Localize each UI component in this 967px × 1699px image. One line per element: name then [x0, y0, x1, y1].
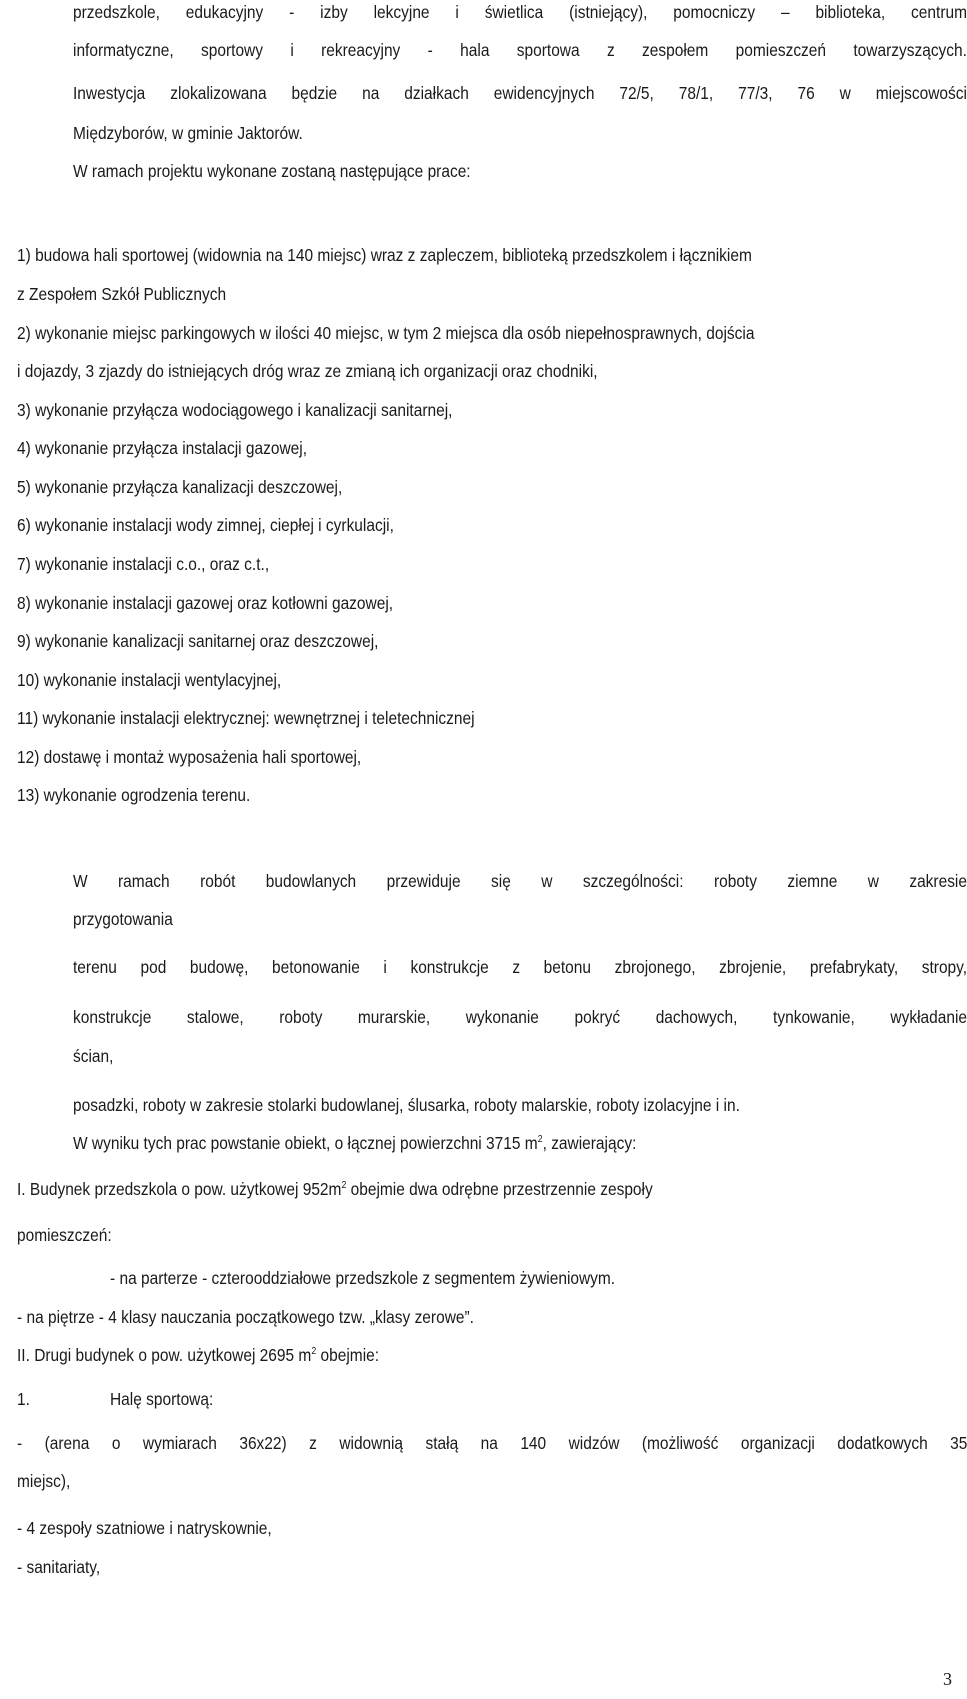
word: dodatkowych — [837, 1433, 928, 1453]
word: edukacyjny — [185, 2, 264, 22]
word: 78/1, — [678, 83, 714, 103]
word: zbrojenie, — [719, 957, 787, 977]
word: w — [541, 871, 553, 891]
word: W — [73, 871, 88, 891]
works-item: 6) wykonanie instalacji wody zimnej, ciepłej i cyrkulacji, — [17, 515, 394, 535]
word: towarzyszących. — [853, 40, 967, 60]
word: widzów — [568, 1433, 620, 1453]
robot-line-6: posadzki, roboty w zakresie stolarki budowlanej, ślusarka, roboty malarskie, roboty izolacyjne i in. — [73, 1095, 740, 1115]
word: budowlanych — [265, 871, 357, 891]
building2-item-label: Halę sportową: — [110, 1389, 214, 1409]
text: obejmie: — [316, 1345, 380, 1365]
word: w — [839, 83, 851, 103]
works-item: i dojazdy, 3 zjazdy do istniejących dróg wraz ze zmianą ich organizacji oraz chodniki, — [17, 361, 598, 381]
word: konstrukcje — [410, 957, 489, 977]
building2-line-4: miejsc), — [17, 1471, 71, 1491]
word: 140 — [520, 1433, 547, 1453]
word: (istniejący), — [569, 2, 648, 22]
word: betonu — [543, 957, 592, 977]
word: z — [512, 957, 521, 977]
works-item: 9) wykonanie kanalizacji sanitarnej oraz deszczowej, — [17, 631, 379, 651]
word: ziemne — [787, 871, 838, 891]
word: 36x22) — [239, 1433, 287, 1453]
word: ewidencyjnych — [493, 83, 595, 103]
word: terenu — [73, 957, 117, 977]
word: sportowa — [516, 40, 580, 60]
works-item: 8) wykonanie instalacji gazowej oraz kotłowni gazowej, — [17, 593, 394, 613]
word: stropy, — [921, 957, 967, 977]
works-item: 2) wykonanie miejsc parkingowych w ilości 40 miejsc, w tym 2 miejsca dla osób niepełnosprawnych, dojścia — [17, 323, 755, 343]
word: będzie — [291, 83, 338, 103]
word: zespołem — [642, 40, 709, 60]
word: konstrukcje — [73, 1007, 152, 1027]
robot-line-1 — [73, 871, 967, 892]
works-item: 4) wykonanie przyłącza instalacji gazowej, — [17, 438, 308, 458]
intro-line-1 — [73, 2, 967, 23]
word: prefabrykaty, — [809, 957, 899, 977]
word: 76 — [797, 83, 815, 103]
intro-line-3 — [73, 83, 967, 104]
word: informatyczne, — [73, 40, 174, 60]
word: świetlica — [484, 2, 544, 22]
robot-line-7 — [73, 1133, 636, 1154]
word: i — [455, 2, 459, 22]
word: 72/5, — [619, 83, 654, 103]
word: na — [362, 83, 380, 103]
robot-line-3 — [73, 957, 967, 978]
robot-line-5: ścian, — [73, 1046, 114, 1066]
word: sportowy — [201, 40, 263, 60]
text: , zawierający: — [542, 1133, 637, 1153]
word: o — [111, 1433, 121, 1453]
word: (możliwość — [641, 1433, 719, 1453]
intro-line-4: Międzyborów, w gminie Jaktorów. — [73, 123, 303, 143]
works-item: 5) wykonanie przyłącza kanalizacji deszczowej, — [17, 477, 343, 497]
word: hala — [460, 40, 490, 60]
works-item: 10) wykonanie instalacji wentylacyjnej, — [17, 670, 282, 690]
word: miejscowości — [875, 83, 967, 103]
robot-line-4 — [73, 1007, 967, 1028]
word: (arena — [44, 1433, 90, 1453]
text: I. Budynek przedszkola o pow. użytkowej 952m — [17, 1179, 342, 1199]
word: – — [780, 2, 790, 22]
building1-line-1 — [17, 1179, 967, 1200]
word: roboty — [279, 1007, 323, 1027]
word: pomocniczy — [673, 2, 756, 22]
word: zakresie — [909, 871, 967, 891]
text: W wyniku tych prac powstanie obiekt, o łącznej powierzchni 3715 m — [73, 1133, 538, 1153]
word: stałą — [425, 1433, 459, 1453]
word: stalowe, — [186, 1007, 244, 1027]
word: tynkowanie, — [773, 1007, 855, 1027]
word: centrum — [911, 2, 967, 22]
word: lekcyjne — [373, 2, 430, 22]
building2-line-5: - 4 zespoły szatniowe i natryskownie, — [17, 1518, 272, 1538]
word: przewiduje — [386, 871, 461, 891]
superscript: 2 — [311, 1346, 317, 1357]
building2-line-6: - sanitariaty, — [17, 1557, 101, 1577]
word: rekreacyjny — [321, 40, 401, 60]
word: zlokalizowana — [170, 83, 267, 103]
superscript: 2 — [537, 1134, 543, 1145]
word: budowę, — [189, 957, 249, 977]
word: pokryć — [574, 1007, 621, 1027]
word: pomieszczeń — [735, 40, 827, 60]
works-item: 11) wykonanie instalacji elektrycznej: wewnętrznej i teletechnicznej — [17, 708, 475, 728]
word: betonowanie — [272, 957, 360, 977]
word: robót — [200, 871, 236, 891]
word: wymiarach — [142, 1433, 217, 1453]
word: z — [606, 40, 615, 60]
word: wykładanie — [890, 1007, 967, 1027]
word: - — [427, 40, 433, 60]
building2-line-3 — [17, 1433, 967, 1454]
intro-line-2 — [73, 40, 967, 61]
word: - — [289, 2, 295, 22]
works-item: z Zespołem Szkół Publicznych — [17, 284, 227, 304]
robot-line-2: przygotowania — [73, 909, 173, 929]
page-number: 3 — [943, 1669, 952, 1689]
building1-line-2: pomieszczeń: — [17, 1225, 112, 1245]
word: roboty — [713, 871, 757, 891]
word: widownią — [339, 1433, 404, 1453]
building2-item-number: 1. — [17, 1389, 30, 1409]
building1-line-4: - na piętrze - 4 klasy nauczania początkowego tzw. „klasy zerowe”. — [17, 1307, 474, 1327]
building1-line-3: - na parterze - czterooddziałowe przedszkole z segmentem żywieniowym. — [110, 1268, 616, 1288]
works-item: 3) wykonanie przyłącza wodociągowego i kanalizacji sanitarnej, — [17, 400, 453, 420]
word: w — [867, 871, 879, 891]
word: i — [290, 40, 294, 60]
word: szczególności: — [582, 871, 684, 891]
word: 35 — [950, 1433, 967, 1453]
intro-line-5: W ramach projektu wykonane zostaną następujące prace: — [73, 161, 471, 181]
word: murarskie, — [357, 1007, 431, 1027]
word: z — [309, 1433, 317, 1453]
word: 77/3, — [738, 83, 773, 103]
superscript: 2 — [341, 1180, 347, 1191]
word: wykonanie — [465, 1007, 539, 1027]
word: pod — [140, 957, 167, 977]
word: Inwestycja — [73, 83, 146, 103]
building2-line-1 — [17, 1345, 379, 1366]
works-item: 7) wykonanie instalacji c.o., oraz c.t., — [17, 554, 270, 574]
word: i — [383, 957, 387, 977]
word: działkach — [404, 83, 469, 103]
word: przedszkole, — [73, 2, 160, 22]
works-item: 13) wykonanie ogrodzenia terenu. — [17, 785, 251, 805]
word: dachowych, — [655, 1007, 738, 1027]
works-item: 12) dostawę i montaż wyposażenia hali sportowej, — [17, 747, 362, 767]
word: - — [17, 1433, 23, 1453]
word: na — [480, 1433, 498, 1453]
word: zbrojonego, — [614, 957, 696, 977]
text: II. Drugi budynek o pow. użytkowej 2695 m — [17, 1345, 312, 1365]
word: ramach — [118, 871, 170, 891]
works-item: 1) budowa hali sportowej (widownia na 140 miejsc) wraz z zapleczem, biblioteką przedszkolem i łącznikiem — [17, 245, 752, 265]
word: organizacji — [740, 1433, 815, 1453]
word: się — [491, 871, 511, 891]
text: obejmie dwa odrębne przestrzennie zespoły — [346, 1179, 653, 1199]
text — [17, 1179, 653, 1200]
word: izby — [320, 2, 348, 22]
word: biblioteka, — [815, 2, 886, 22]
